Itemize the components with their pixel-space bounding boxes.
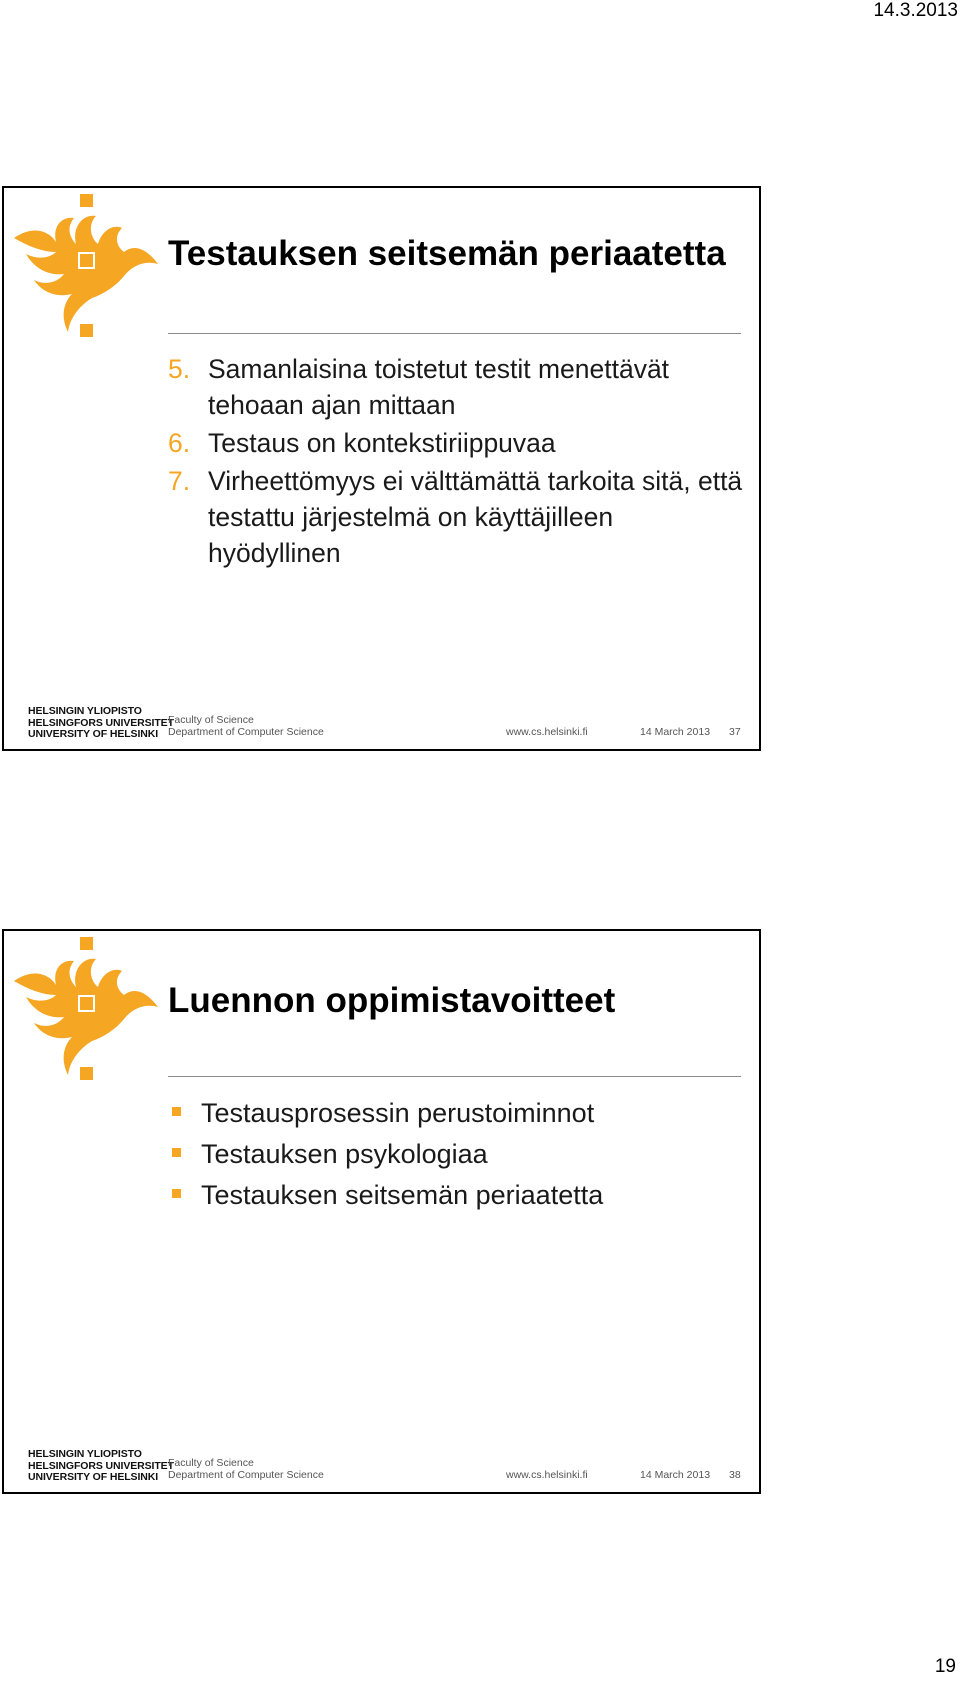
footer-faculty [168,714,324,738]
list-item [168,463,748,571]
footer-url: www.cs.helsinki.fi [506,726,588,738]
list-item [168,351,748,423]
square-bullet-icon [172,1148,181,1157]
item-number: 7. [168,466,191,496]
footer-url: www.cs.helsinki.fi [506,1469,588,1481]
university-name-fi: HELSINGIN YLIOPISTO [28,1448,142,1460]
item-text: Virheettömyys ei välttämättä tarkoita sitä, että testattu järjestelmä on käyttäjilleen hyödyllinen [208,466,743,568]
helsinki-flame-logo-icon [12,194,162,344]
list-item [168,1175,748,1216]
item-text: Testauksen psykologiaa [201,1139,488,1169]
slide-number: 38 [729,1469,741,1481]
footer-date: 14 March 2013 [640,1469,711,1481]
slide-38 [2,929,761,1494]
item-text: Samanlaisina toistetut testit menettävät tehoaan ajan mittaan [208,354,670,420]
department-name: Department of Computer Science [168,1469,324,1481]
title-divider [168,333,741,334]
square-bullet-icon [172,1107,181,1116]
item-number: 5. [168,354,191,384]
footer-faculty [168,1457,324,1481]
list-item [168,425,748,461]
item-text: Testausprosessin perustoiminnot [201,1098,595,1128]
university-name [28,1449,174,1484]
principles-list [168,351,748,573]
page-number: 19 [934,1656,956,1677]
university-name-sv: HELSINGFORS UNIVERSITET [28,716,174,729]
title-divider [168,1076,741,1077]
university-name-en: UNIVERSITY OF HELSINKI [28,728,159,740]
faculty-name: Faculty of Science [168,1457,254,1469]
slide-number: 37 [729,726,741,738]
page-date: 14.3.2013 [873,0,958,21]
list-item [168,1134,748,1175]
item-text: Testauksen seitsemän periaatetta [201,1180,604,1210]
objectives-list [168,1093,748,1216]
university-name-sv: HELSINGFORS UNIVERSITET [28,1459,174,1472]
department-name: Department of Computer Science [168,726,324,738]
faculty-name: Faculty of Science [168,714,254,726]
list-item [168,1093,748,1134]
slide-37 [2,186,761,751]
university-name-en: UNIVERSITY OF HELSINKI [28,1471,159,1483]
slide-title: Luennon oppimistavoitteet [168,981,616,1020]
slide-title: Testauksen seitsemän periaatetta [168,234,726,273]
helsinki-flame-logo-icon [12,937,162,1087]
square-bullet-icon [172,1189,181,1198]
item-text: Testaus on kontekstiriippuvaa [208,428,556,458]
item-number: 6. [168,428,191,458]
university-name [28,706,174,741]
footer-date: 14 March 2013 [640,726,711,738]
university-name-fi: HELSINGIN YLIOPISTO [28,705,142,717]
